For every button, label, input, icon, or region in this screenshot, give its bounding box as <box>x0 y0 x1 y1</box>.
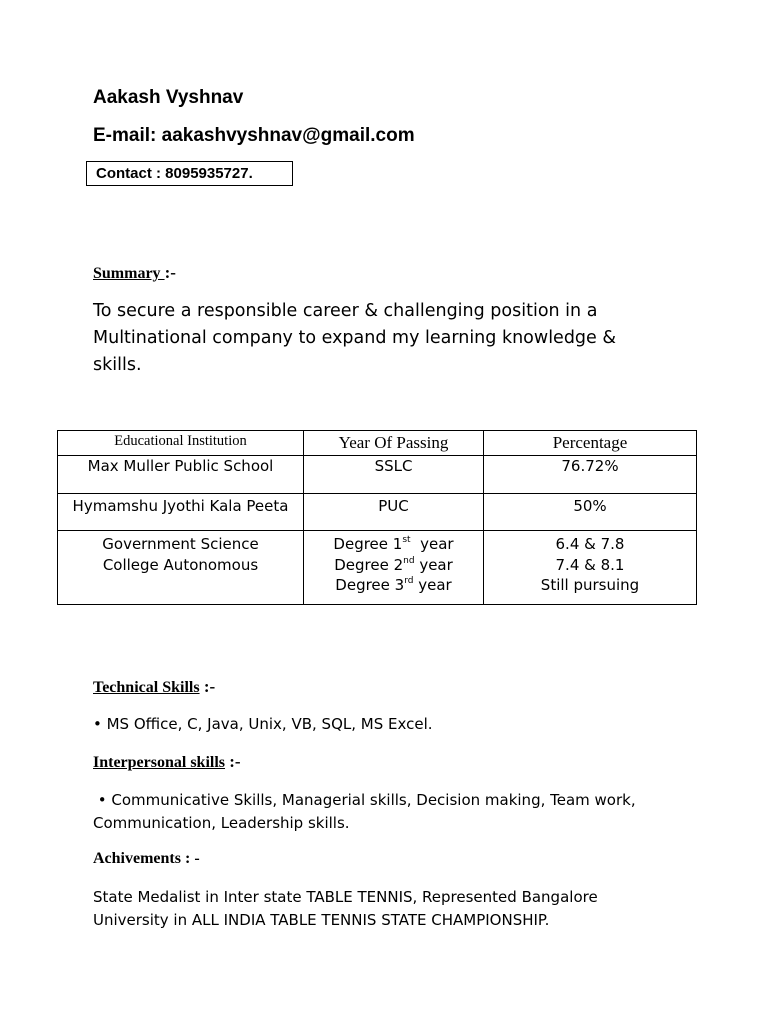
year-text: Degree 2 <box>334 555 404 574</box>
technical-skills-heading-suffix: :- <box>199 677 216 696</box>
column-header-institution: Educational Institution <box>58 431 304 456</box>
column-header-percentage: Percentage <box>484 431 697 456</box>
cell-line <box>304 555 483 576</box>
cell-line: Government Science <box>102 535 259 553</box>
summary-heading-label: Summary <box>93 265 165 282</box>
cell-line: 50% <box>573 497 607 515</box>
cell-year <box>304 494 484 531</box>
cell-line: 7.4 & 8.1 <box>555 555 625 574</box>
cell-line: SSLC <box>374 457 413 475</box>
cell-line: 6.4 & 7.8 <box>555 535 625 553</box>
cell-line: Max Muller Public School <box>87 457 274 475</box>
cell-line <box>304 534 483 555</box>
ordinal-suffix: st <box>402 535 411 545</box>
cell-line: 76.72% <box>561 457 619 475</box>
table-row <box>58 494 697 531</box>
contact-box: Contact : 8095935727. <box>86 161 293 186</box>
interpersonal-skills-list: • Communicative Skills, Managerial skills, Decision making, Team work, Communication, Leadership skills. <box>93 791 641 832</box>
year-text: Degree 1 <box>333 535 403 553</box>
cell-percentage <box>484 531 697 605</box>
achievements-heading: Achivements : - <box>93 850 200 867</box>
summary-heading <box>93 263 176 283</box>
candidate-name: Aakash Vyshnav <box>93 87 244 108</box>
summary-heading-suffix: :- <box>164 263 176 282</box>
interpersonal-skills-heading-label: Interpersonal skills <box>93 754 226 771</box>
table-row <box>58 531 697 605</box>
email-line: E-mail: aakashvyshnav@gmail.com <box>93 125 415 146</box>
column-header-year: Year Of Passing <box>304 431 484 456</box>
cell-institution <box>58 531 304 605</box>
cell-line: College Autonomous <box>102 555 259 574</box>
year-text: Degree 3 <box>335 576 405 594</box>
summary-text: To secure a responsible career & challenging position in a Multinational company to expand my learning knowledge & skills. <box>93 301 617 375</box>
year-text: year <box>413 576 452 594</box>
technical-skills-heading <box>93 677 215 697</box>
cell-percentage <box>484 494 697 531</box>
ordinal-suffix: nd <box>403 555 415 566</box>
cell-line: PUC <box>378 497 409 515</box>
cell-line <box>304 575 483 596</box>
education-table-header <box>58 431 697 456</box>
cell-year <box>304 456 484 494</box>
technical-skills-list: • MS Office, C, Java, Unix, VB, SQL, MS Excel. <box>93 715 433 733</box>
table-row <box>58 456 697 494</box>
education-table <box>57 430 697 605</box>
achievements-text: State Medalist in Inter state TABLE TENNIS, Represented Bangalore University in ALL INDIA TABLE TENNIS STATE CHAMPIONSHIP. <box>93 888 598 929</box>
technical-skills-heading-label: Technical Skills <box>93 679 200 696</box>
year-text: year <box>410 535 454 553</box>
cell-institution <box>58 494 304 531</box>
year-text: year <box>414 555 453 574</box>
interpersonal-skills-heading-suffix: :- <box>225 752 241 771</box>
cell-percentage <box>484 456 697 494</box>
cell-institution <box>58 456 304 494</box>
cell-line: Hymamshu Jyothi Kala Peeta <box>72 497 289 515</box>
interpersonal-skills-heading <box>93 752 241 772</box>
cell-line: Still pursuing <box>540 576 640 594</box>
cell-year <box>304 531 484 605</box>
ordinal-suffix: rd <box>404 576 414 586</box>
